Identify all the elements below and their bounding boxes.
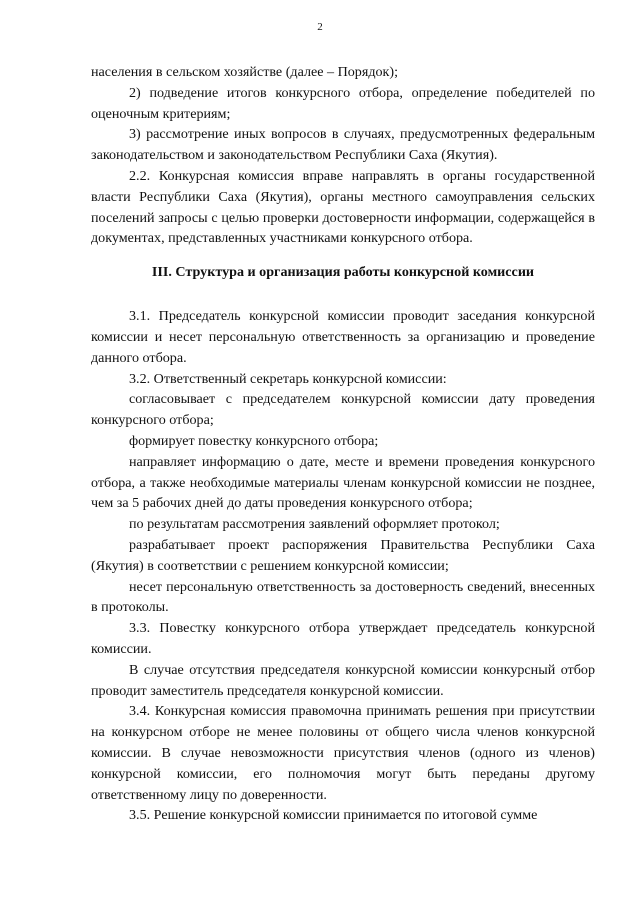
paragraph: 2) подведение итогов конкурсного отбора, определение победителей по оценочным критериям; <box>91 84 595 122</box>
paragraph: 3.2. Ответственный секретарь конкурсной комиссии: <box>129 370 447 387</box>
paragraph: 3.1. Председатель конкурсной комиссии проводит заседания конкурсной комиссии и несет персональную ответственность за организацию и проведение данного отбора. <box>91 308 595 366</box>
paragraph: 3.3. Повестку конкурсного отбора утверждает председатель конкурсной комиссии. <box>91 620 595 657</box>
paragraph: несет персональную ответственность за достоверность сведений, внесенных в протоколы. <box>91 578 595 616</box>
paragraph: направляет информацию о дате, месте и времени проведения конкурсного отбора, а также необходимые материалы членам конкурсной комиссии не позднее, чем за 5 рабочих дней до даты проведения конкурсного отбора; <box>91 453 595 512</box>
paragraph: 3.5. Решение конкурсной комиссии принимается по итоговой сумме <box>129 807 538 824</box>
paragraph: 3) рассмотрение иных вопросов в случаях, предусмотренных федеральным законодательством и законодательством Республики Саха (Якутия). <box>91 126 595 164</box>
paragraph: В случае отсутствия председателя конкурсной комиссии конкурсный отбор проводит заместитель председателя конкурсной комиссии. <box>91 661 595 699</box>
paragraph: разрабатывает проект распоряжения Правительства Республики Саха (Якутия) в соответствии с решением конкурсной комиссии; <box>91 536 595 574</box>
paragraph: согласовывает с председателем конкурсной комиссии дату проведения конкурсного отбора; <box>91 391 595 429</box>
paragraph: 2.2. Конкурсная комиссия вправе направлять в органы государственной власти Республики Саха (Якутия), органы местного самоуправления сельских поселений запросы с целью проверки достоверности информации, содержащейся в документах, представленных участниками конкурсного отбора. <box>91 167 595 247</box>
page-number: 2 <box>317 21 323 33</box>
section-heading: III. Структура и организация работы конкурсной комиссии <box>151 264 535 281</box>
paragraph: 3.4. Конкурсная комиссия правомочна принимать решения при присутствии на конкурсном отборе не менее половины от общего числа членов конкурсной комиссии. В случае невозможности присутствия членов (одного из членов) конкурсной комиссии, его полномочия могут быть переданы другому ответственному лицу по доверенности. <box>91 703 595 803</box>
paragraph-continuation: населения в сельском хозяйстве (далее – Порядок); <box>91 64 399 80</box>
document-body <box>91 62 595 826</box>
paragraph: по результатам рассмотрения заявлений оформляет протокол; <box>129 516 500 533</box>
paragraph: формирует повестку конкурсного отбора; <box>129 432 379 449</box>
